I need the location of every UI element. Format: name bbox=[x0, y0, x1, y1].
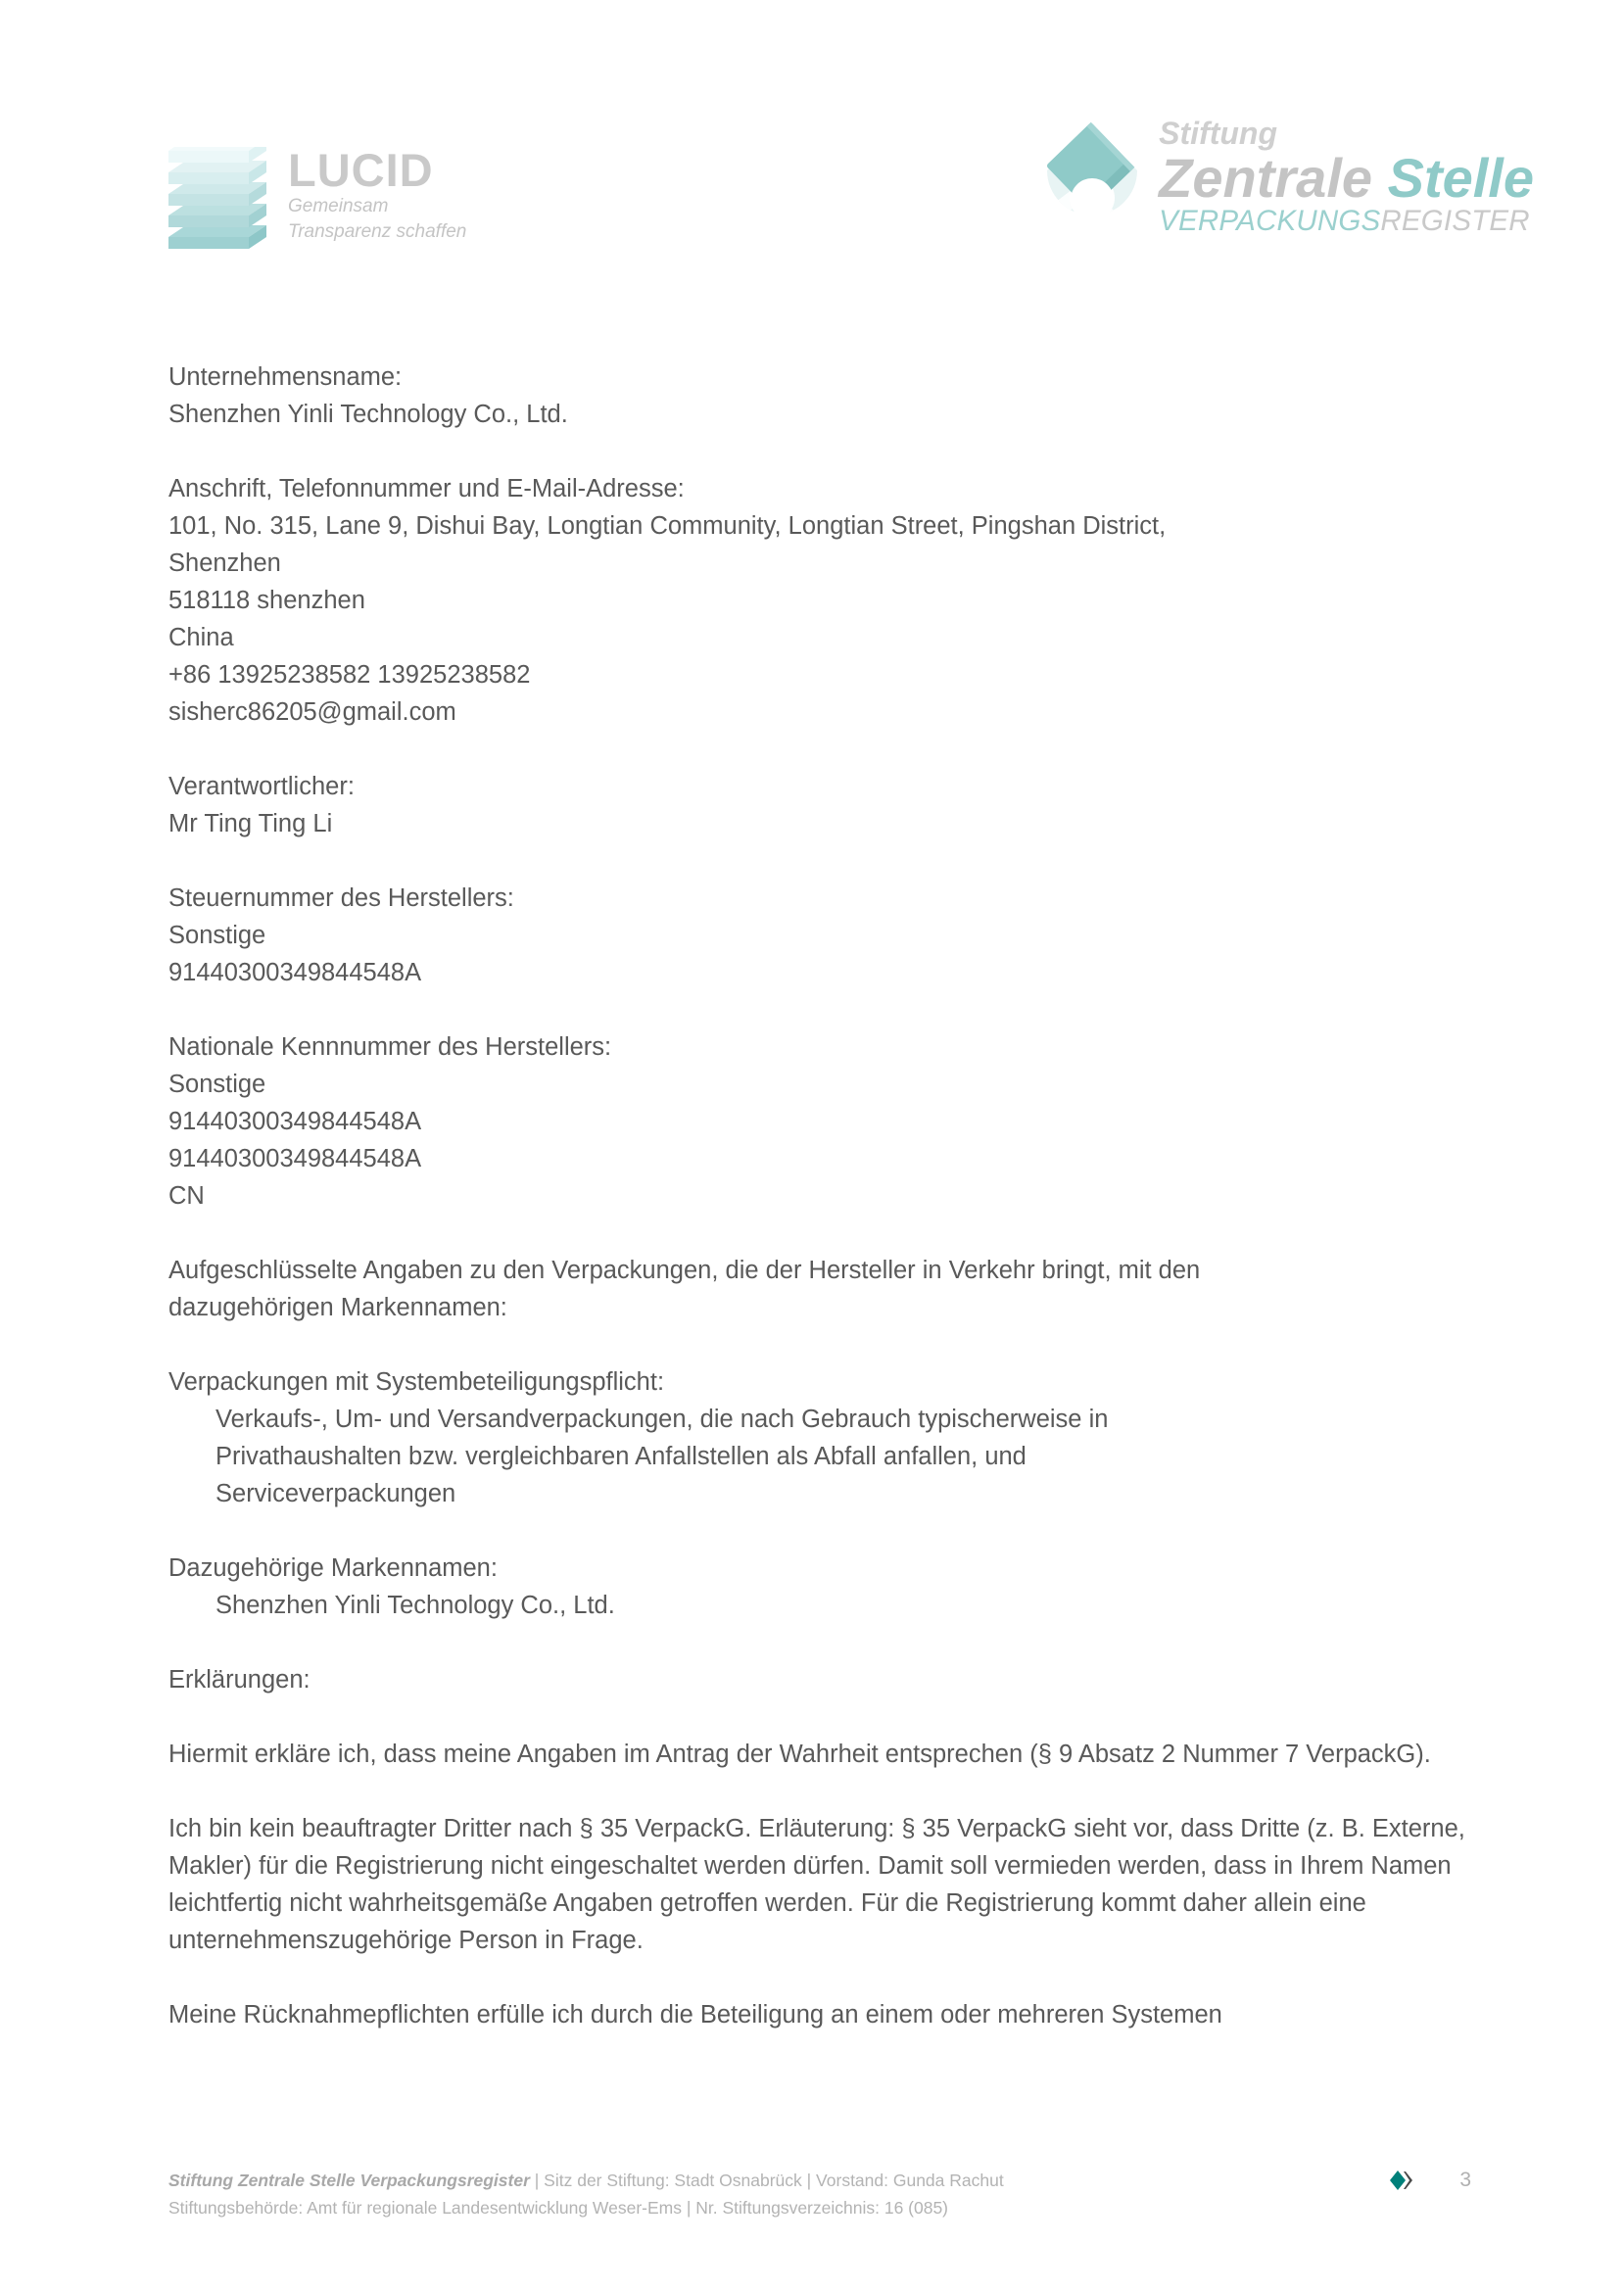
zsvr-word-verpackungs: VERPACKUNGS bbox=[1159, 205, 1381, 238]
section-declarations-label bbox=[168, 1661, 1471, 1698]
declaration-third-party-line-1: Ich bin kein beauftragter Dritter nach § 35 VerpackG. Erläuterung: § 35 VerpackG sieht vor, bbox=[168, 1815, 1174, 1842]
declaration-third-party-line-3: Damit soll vermieden werden, dass in Ihrem Namen leichtfertig nicht wahrheitsgemäße bbox=[168, 1852, 1452, 1917]
document-body bbox=[168, 358, 1471, 2033]
declaration-truth bbox=[168, 1736, 1471, 1773]
company-name-value: Shenzhen Yinli Technology Co., Ltd. bbox=[168, 401, 568, 428]
footer-line-2: Stiftungsbehörde: Amt für regionale Landesentwicklung Weser-Ems | Nr. Stiftungsverzeichnis: 16 (085) bbox=[168, 2198, 949, 2218]
brand-name-value: Shenzhen Yinli Technology Co., Ltd. bbox=[215, 1592, 615, 1619]
declaration-third-party-line-2: dass Dritte (z. B. Externe, Makler) für die Registrierung nicht eingeschaltet werden dürfen. bbox=[168, 1815, 1465, 1880]
address-line-email: sisherc86205@gmail.com bbox=[168, 698, 456, 726]
zsvr-wordmark-group bbox=[1159, 116, 1534, 236]
packaging-obligation-label: Verpackungen mit Systembeteiligungspflicht: bbox=[168, 1368, 665, 1396]
responsible-person-value: Mr Ting Ting Li bbox=[168, 810, 333, 837]
teal-diamond-chevron-icon bbox=[1389, 2170, 1414, 2191]
national-id-country-code: CN bbox=[168, 1182, 205, 1210]
address-line-country: China bbox=[168, 624, 234, 651]
lucid-tagline-line2: Transparenz schaffen bbox=[288, 221, 467, 243]
packaging-intro-line-2: dazugehörigen Markennamen: bbox=[168, 1294, 507, 1321]
address-line-phone: +86 13925238582 13925238582 bbox=[168, 661, 531, 689]
footer-organization-name: Stiftung Zentrale Stelle Verpackungsregister bbox=[168, 2171, 530, 2190]
declaration-third-party-line-5: unternehmenszugehörige Person in Frage. bbox=[168, 1927, 644, 1954]
droplet-segments-icon bbox=[1035, 119, 1149, 245]
footer-page-indicator bbox=[1389, 2167, 1471, 2192]
section-address-contact bbox=[168, 470, 1471, 731]
tax-number-value: 91440300349844548A bbox=[168, 959, 422, 986]
zsvr-word-stelle: Stelle bbox=[1387, 147, 1534, 209]
footer-organization-details: | Sitz der Stiftung: Stadt Osnabrück | Vorstand: Gunda Rachut bbox=[529, 2171, 1004, 2190]
section-brand-names-label bbox=[168, 1550, 1471, 1587]
declaration-takeback-line-1: Meine Rücknahmepflichten erfülle ich durch die Beteiligung an einem oder mehreren Systemen bbox=[168, 2001, 1222, 2028]
address-line-city: Shenzhen bbox=[168, 549, 281, 577]
declaration-third-party-line-4: Angaben getroffen werden. Für die Registrierung kommt daher allein eine bbox=[552, 1889, 1366, 1917]
stacked-plates-icon bbox=[168, 147, 272, 257]
zsvr-logo bbox=[1035, 116, 1534, 245]
lucid-wordmark-group bbox=[288, 144, 467, 244]
declarations-label: Erklärungen: bbox=[168, 1666, 310, 1694]
footer-line-1 bbox=[168, 2167, 1004, 2194]
packaging-obligation-line-1: Verkaufs-, Um- und Versandverpackungen, die nach Gebrauch typischerweise in bbox=[215, 1406, 1109, 1433]
tax-number-label: Steuernummer des Herstellers: bbox=[168, 884, 514, 912]
address-label: Anschrift, Telefonnummer und E-Mail-Adresse: bbox=[168, 475, 685, 502]
address-line-postal: 518118 shenzhen bbox=[168, 587, 365, 614]
national-id-value-1: 91440300349844548A bbox=[168, 1108, 422, 1135]
national-id-label: Nationale Kennnummer des Herstellers: bbox=[168, 1033, 612, 1061]
section-company-name bbox=[168, 358, 1471, 433]
page-header bbox=[0, 0, 1624, 294]
national-id-type: Sonstige bbox=[168, 1071, 266, 1098]
declaration-takeback bbox=[168, 1996, 1471, 2033]
tax-number-type: Sonstige bbox=[168, 922, 266, 949]
page-number: 3 bbox=[1459, 2169, 1471, 2191]
section-packaging-obligation-detail bbox=[168, 1401, 1471, 1512]
brand-names-label: Dazugehörige Markennamen: bbox=[168, 1554, 498, 1582]
company-name-label: Unternehmensname: bbox=[168, 363, 403, 391]
section-brand-names-detail bbox=[168, 1587, 1471, 1624]
address-line-street: 101, No. 315, Lane 9, Dishui Bay, Longtian Community, Longtian Street, Pingshan District, bbox=[168, 512, 1167, 540]
page-footer bbox=[168, 2167, 1471, 2221]
declaration-third-party bbox=[168, 1810, 1471, 1959]
packaging-intro-line-1: Aufgeschlüsselte Angaben zu den Verpackungen, die der Hersteller in Verkehr bringt, mit den bbox=[168, 1257, 1201, 1284]
section-tax-number bbox=[168, 880, 1471, 991]
declaration-truth-line-1: Hiermit erkläre ich, dass meine Angaben im Antrag der Wahrheit entsprechen (§ 9 Absatz 2 bbox=[168, 1741, 1176, 1768]
section-packaging-obligation-label bbox=[168, 1363, 1471, 1401]
section-responsible-person bbox=[168, 768, 1471, 842]
zsvr-word-zentrale: Zentrale bbox=[1159, 147, 1373, 209]
responsible-person-label: Verantwortlicher: bbox=[168, 773, 355, 800]
section-packaging-intro bbox=[168, 1252, 1471, 1326]
lucid-wordmark: LUCID bbox=[288, 144, 434, 196]
packaging-obligation-line-3: Serviceverpackungen bbox=[215, 1480, 456, 1507]
packaging-obligation-line-2: Privathaushalten bzw. vergleichbaren Anfallstellen als Abfall anfallen, und bbox=[215, 1443, 1027, 1470]
lucid-logo bbox=[168, 144, 467, 257]
footer-legal-text bbox=[168, 2167, 1004, 2221]
lucid-tagline-line1: Gemeinsam bbox=[288, 196, 389, 217]
section-national-id bbox=[168, 1028, 1471, 1215]
zsvr-line-verpackungsregister bbox=[1159, 207, 1534, 236]
zsvr-word-register: REGISTER bbox=[1380, 205, 1530, 238]
zsvr-line-stiftung: Stiftung bbox=[1159, 116, 1278, 151]
national-id-value-2: 91440300349844548A bbox=[168, 1145, 422, 1172]
declaration-truth-line-2: Nummer 7 VerpackG). bbox=[1182, 1741, 1431, 1768]
zsvr-line-zentrale-stelle bbox=[1159, 147, 1534, 209]
